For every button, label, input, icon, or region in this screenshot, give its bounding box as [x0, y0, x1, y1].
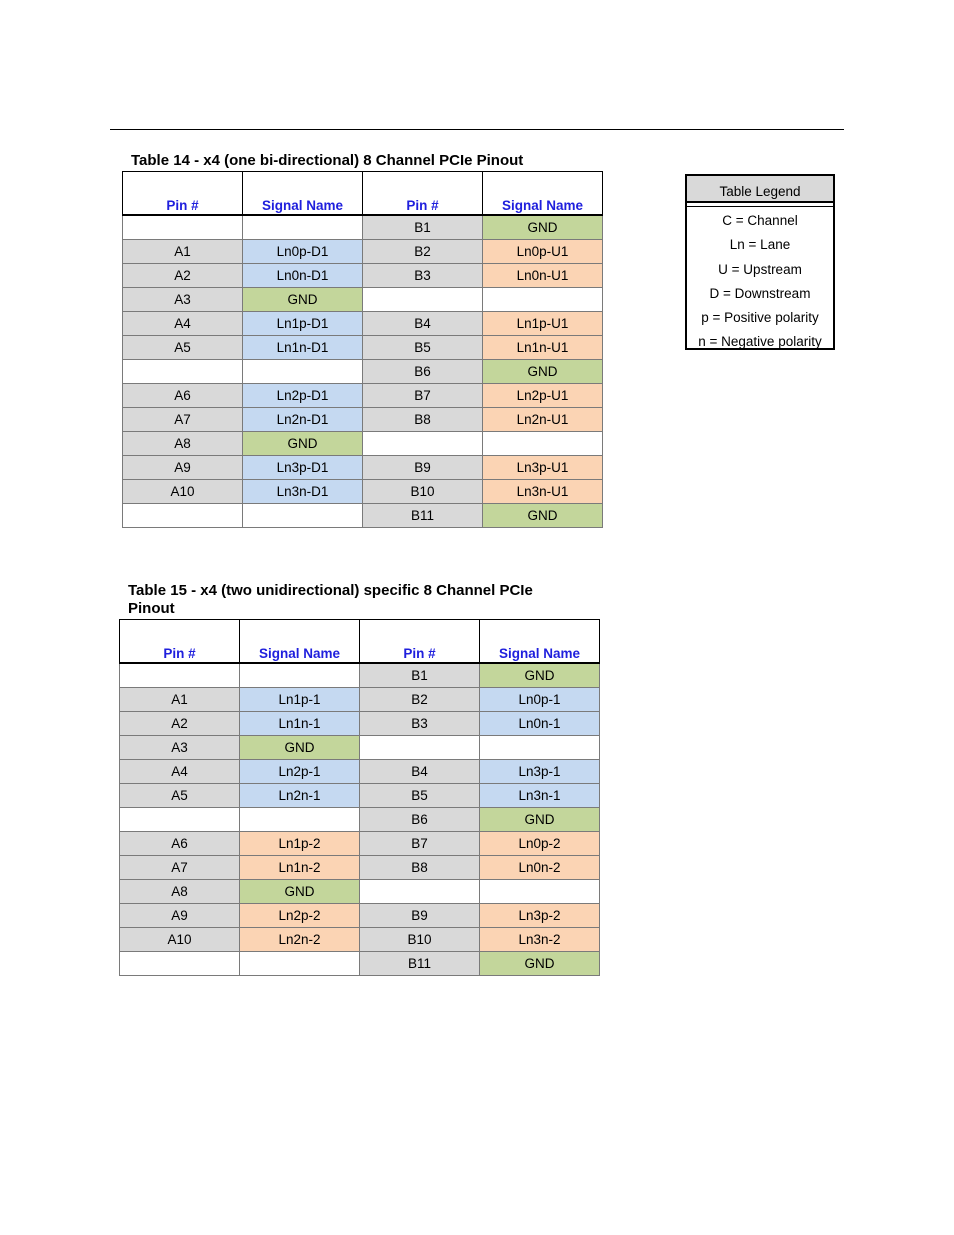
- signal-b-cell: Ln3p-1: [480, 760, 600, 784]
- table-row: [123, 480, 603, 504]
- header-rule: [110, 129, 844, 130]
- signal-a-cell: Ln1n-2: [240, 856, 360, 880]
- pin-b-cell: B7: [363, 384, 483, 408]
- signal-b-cell: Ln3n-2: [480, 928, 600, 952]
- table-row: [120, 712, 600, 736]
- signal-b-cell: [483, 432, 603, 456]
- pin-b-cell: B11: [363, 504, 483, 528]
- legend-item: n = Negative polarity: [698, 334, 822, 350]
- pin-a-cell: [123, 504, 243, 528]
- pin-a-cell: A10: [120, 928, 240, 952]
- pin-a-cell: [120, 663, 240, 688]
- table-row: [120, 832, 600, 856]
- table-row: [120, 952, 600, 976]
- table-14-caption: Table 14 - x4 (one bi-directional) 8 Channel PCIe Pinout: [131, 152, 524, 169]
- signal-b-cell: Ln0p-1: [480, 688, 600, 712]
- header-signal-a: Signal Name: [240, 620, 360, 664]
- table-row: [123, 288, 603, 312]
- signal-a-cell: Ln2p-2: [240, 904, 360, 928]
- table-row: [120, 808, 600, 832]
- signal-b-cell: Ln3p-2: [480, 904, 600, 928]
- pin-a-cell: [123, 215, 243, 240]
- pin-b-cell: B10: [360, 928, 480, 952]
- header-signal-b: Signal Name: [480, 620, 600, 664]
- pin-a-cell: [120, 952, 240, 976]
- signal-b-cell: Ln0n-U1: [483, 264, 603, 288]
- pin-a-cell: A5: [123, 336, 243, 360]
- signal-b-cell: Ln0n-1: [480, 712, 600, 736]
- signal-a-cell: Ln1p-D1: [243, 312, 363, 336]
- table-row: [123, 312, 603, 336]
- pin-b-cell: B4: [363, 312, 483, 336]
- table-row: [120, 688, 600, 712]
- signal-a-cell: Ln1n-D1: [243, 336, 363, 360]
- signal-b-cell: GND: [483, 504, 603, 528]
- pin-a-cell: A10: [123, 480, 243, 504]
- table-header-row: [120, 620, 600, 664]
- pin-a-cell: A7: [123, 408, 243, 432]
- table-row: [123, 264, 603, 288]
- legend-title: Table Legend: [687, 176, 833, 203]
- table-row: [120, 928, 600, 952]
- pin-a-cell: A3: [120, 736, 240, 760]
- signal-b-cell: GND: [480, 663, 600, 688]
- signal-a-cell: GND: [240, 880, 360, 904]
- table-15: [119, 619, 600, 976]
- pin-b-cell: B7: [360, 832, 480, 856]
- signal-b-cell: Ln0p-2: [480, 832, 600, 856]
- signal-a-cell: [243, 215, 363, 240]
- pin-b-cell: B8: [363, 408, 483, 432]
- table-row: [123, 456, 603, 480]
- table-row: [123, 360, 603, 384]
- pin-a-cell: A5: [120, 784, 240, 808]
- signal-a-cell: Ln0n-D1: [243, 264, 363, 288]
- table-row: [120, 880, 600, 904]
- pin-b-cell: [363, 288, 483, 312]
- signal-a-cell: Ln0p-D1: [243, 240, 363, 264]
- table-14: [122, 171, 603, 528]
- table-15-caption-line-2: Pinout: [128, 600, 175, 617]
- header-pin-a: Pin #: [120, 620, 240, 664]
- signal-a-cell: GND: [240, 736, 360, 760]
- table-row: [120, 760, 600, 784]
- table-row: [123, 240, 603, 264]
- table-row: [120, 736, 600, 760]
- pin-b-cell: B3: [363, 264, 483, 288]
- header-pin-b: Pin #: [360, 620, 480, 664]
- signal-a-cell: [240, 808, 360, 832]
- pin-b-cell: B4: [360, 760, 480, 784]
- legend-item: D = Downstream: [709, 285, 811, 301]
- table-row: [120, 856, 600, 880]
- signal-a-cell: Ln2n-1: [240, 784, 360, 808]
- pin-b-cell: [363, 432, 483, 456]
- pin-b-cell: [360, 880, 480, 904]
- legend-item: p = Positive polarity: [701, 310, 819, 326]
- pin-a-cell: A8: [120, 880, 240, 904]
- signal-b-cell: GND: [483, 360, 603, 384]
- signal-b-cell: Ln0p-U1: [483, 240, 603, 264]
- pin-b-cell: B6: [363, 360, 483, 384]
- table-row: [120, 663, 600, 688]
- legend-item: Ln = Lane: [729, 237, 791, 253]
- table-row: [123, 215, 603, 240]
- header-pin-a: Pin #: [123, 172, 243, 216]
- table-row: [120, 784, 600, 808]
- pin-a-cell: A9: [123, 456, 243, 480]
- pin-a-cell: [123, 360, 243, 384]
- signal-a-cell: Ln1p-2: [240, 832, 360, 856]
- table-15-caption-line-1: Table 15 - x4 (two unidirectional) specific 8 Channel PCIe: [128, 582, 533, 599]
- signal-b-cell: Ln3n-1: [480, 784, 600, 808]
- pin-b-cell: B9: [360, 904, 480, 928]
- pin-b-cell: B1: [360, 663, 480, 688]
- pin-b-cell: B9: [363, 456, 483, 480]
- pin-b-cell: B1: [363, 215, 483, 240]
- header-signal-b: Signal Name: [483, 172, 603, 216]
- signal-b-cell: [480, 880, 600, 904]
- signal-a-cell: [243, 360, 363, 384]
- pin-b-cell: [360, 736, 480, 760]
- signal-b-cell: Ln2n-U1: [483, 408, 603, 432]
- header-pin-b: Pin #: [363, 172, 483, 216]
- pin-b-cell: B3: [360, 712, 480, 736]
- signal-b-cell: [480, 736, 600, 760]
- pin-b-cell: B2: [360, 688, 480, 712]
- table-row: [120, 904, 600, 928]
- signal-b-cell: Ln1n-U1: [483, 336, 603, 360]
- signal-a-cell: GND: [243, 432, 363, 456]
- pin-a-cell: A4: [123, 312, 243, 336]
- signal-a-cell: Ln1n-1: [240, 712, 360, 736]
- legend-item: U = Upstream: [718, 261, 802, 277]
- signal-a-cell: [240, 952, 360, 976]
- pin-b-cell: B11: [360, 952, 480, 976]
- table-header-row: [123, 172, 603, 216]
- legend-item: C = Channel: [722, 213, 798, 228]
- pin-b-cell: B10: [363, 480, 483, 504]
- signal-b-cell: GND: [480, 808, 600, 832]
- signal-a-cell: Ln2n-D1: [243, 408, 363, 432]
- pin-a-cell: A6: [123, 384, 243, 408]
- pin-b-cell: B5: [360, 784, 480, 808]
- signal-b-cell: Ln3n-U1: [483, 480, 603, 504]
- table-row: [123, 504, 603, 528]
- pin-a-cell: [120, 808, 240, 832]
- pin-a-cell: A3: [123, 288, 243, 312]
- table-row: [123, 384, 603, 408]
- signal-a-cell: Ln2p-1: [240, 760, 360, 784]
- pin-b-cell: B8: [360, 856, 480, 880]
- table-row: [123, 432, 603, 456]
- pin-b-cell: B5: [363, 336, 483, 360]
- signal-b-cell: Ln3p-U1: [483, 456, 603, 480]
- pin-a-cell: A1: [123, 240, 243, 264]
- table-row: [123, 336, 603, 360]
- signal-a-cell: [240, 663, 360, 688]
- pin-a-cell: A6: [120, 832, 240, 856]
- pin-a-cell: A1: [120, 688, 240, 712]
- header-signal-a: Signal Name: [243, 172, 363, 216]
- table-legend: [685, 174, 835, 350]
- pin-b-cell: B6: [360, 808, 480, 832]
- pin-a-cell: A4: [120, 760, 240, 784]
- signal-b-cell: Ln1p-U1: [483, 312, 603, 336]
- signal-b-cell: GND: [480, 952, 600, 976]
- pin-a-cell: A9: [120, 904, 240, 928]
- signal-a-cell: Ln3n-D1: [243, 480, 363, 504]
- signal-a-cell: Ln1p-1: [240, 688, 360, 712]
- pin-a-cell: A2: [120, 712, 240, 736]
- signal-b-cell: GND: [483, 215, 603, 240]
- signal-a-cell: Ln2p-D1: [243, 384, 363, 408]
- signal-a-cell: Ln2n-2: [240, 928, 360, 952]
- signal-a-cell: GND: [243, 288, 363, 312]
- signal-b-cell: Ln2p-U1: [483, 384, 603, 408]
- pin-a-cell: A2: [123, 264, 243, 288]
- signal-a-cell: [243, 504, 363, 528]
- table-row: [123, 408, 603, 432]
- pin-a-cell: A8: [123, 432, 243, 456]
- table-15-caption: [128, 582, 533, 618]
- signal-b-cell: Ln0n-2: [480, 856, 600, 880]
- signal-b-cell: [483, 288, 603, 312]
- pin-a-cell: A7: [120, 856, 240, 880]
- signal-a-cell: Ln3p-D1: [243, 456, 363, 480]
- pin-b-cell: B2: [363, 240, 483, 264]
